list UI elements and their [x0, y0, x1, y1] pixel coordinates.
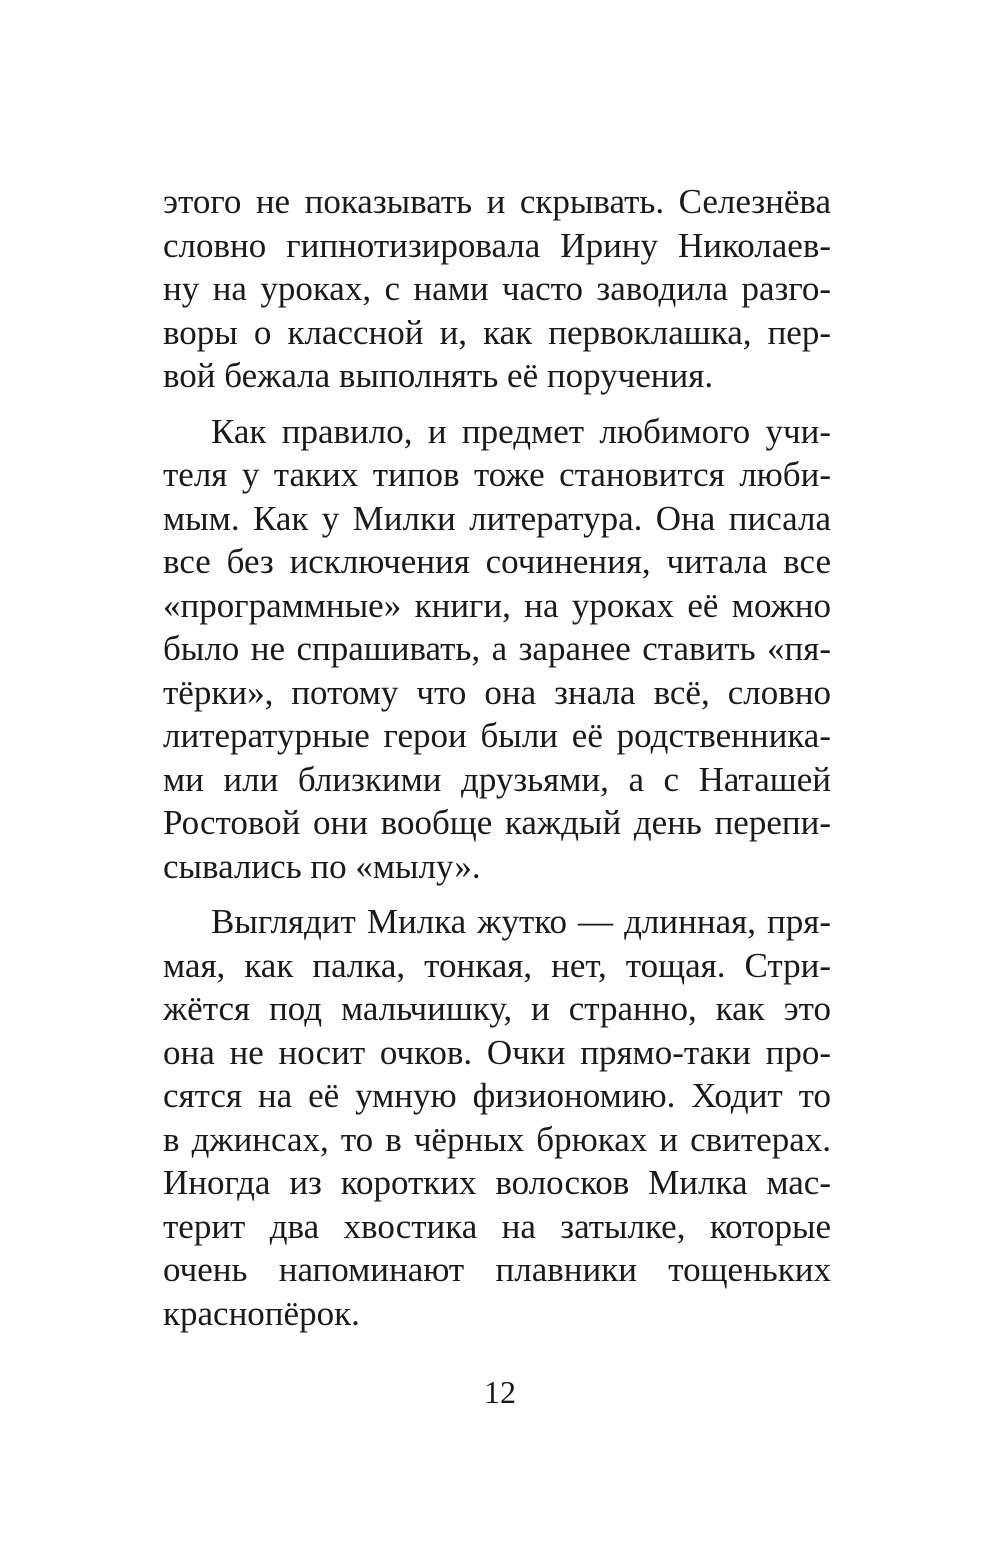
text-line: терит два хвостика на затылке, которые — [163, 1206, 831, 1246]
text-line: ну на уроках, с нами часто заводила разго- — [163, 269, 831, 308]
text-line: вой бежала выполнять её поручения. — [163, 356, 714, 395]
text-line: в джинсах, то в чёрных брюках и свитерах. — [163, 1119, 831, 1159]
text-line: она не носит очков. Очки прямо-таки про- — [163, 1032, 831, 1072]
text-line: сывались по «мылу». — [163, 846, 481, 886]
text-line: словно гипнотизировала Ирину Николаев- — [163, 225, 831, 265]
text-line: очень напоминают плавники тощеньких — [163, 1250, 831, 1289]
page-number: 12 — [484, 1374, 516, 1410]
text-line: теля у таких типов тоже становится люби- — [163, 455, 831, 494]
body-text — [163, 180, 831, 1335]
text-line: «программные» книги, на уроках её можно — [163, 585, 831, 625]
text-line: ми или близкими друзьями, а с Наташей — [163, 759, 831, 799]
text-line: Ростовой они вообще каждый день перепи- — [163, 803, 831, 842]
text-line: было не спрашивать, а заранее ставить «пя- — [163, 629, 831, 668]
text-line: мая, как палка, тонкая, нет, тощая. Стри- — [163, 945, 831, 985]
paragraph-3 — [163, 900, 831, 1335]
text-line: Иногда из коротких волосков Милка мас- — [163, 1163, 831, 1202]
text-line: сятся на её умную физиономию. Ходит то — [163, 1076, 831, 1115]
text-line: все без исключения сочинения, читала все — [163, 542, 831, 581]
text-line: Выглядит Милка жутко — длинная, пря- — [211, 902, 831, 941]
text-line: литературные герои были её родственника- — [163, 716, 831, 755]
text-line: воры о классной и, как первоклашка, пер- — [163, 312, 831, 352]
text-line: мым. Как у Милки литература. Она писала — [163, 498, 831, 538]
paragraph-2 — [163, 410, 831, 889]
text-line: жётся под мальчишку, и странно, как это — [163, 989, 831, 1028]
text-line: тёрки», потому что она знала всё, словно — [163, 672, 831, 712]
text-line: этого не показывать и скрывать. Селезнёва — [163, 182, 831, 221]
paragraph-1 — [163, 180, 831, 398]
text-line: Как правило, и предмет любимого учи- — [211, 411, 831, 451]
text-line: краснопёрок. — [163, 1293, 360, 1333]
